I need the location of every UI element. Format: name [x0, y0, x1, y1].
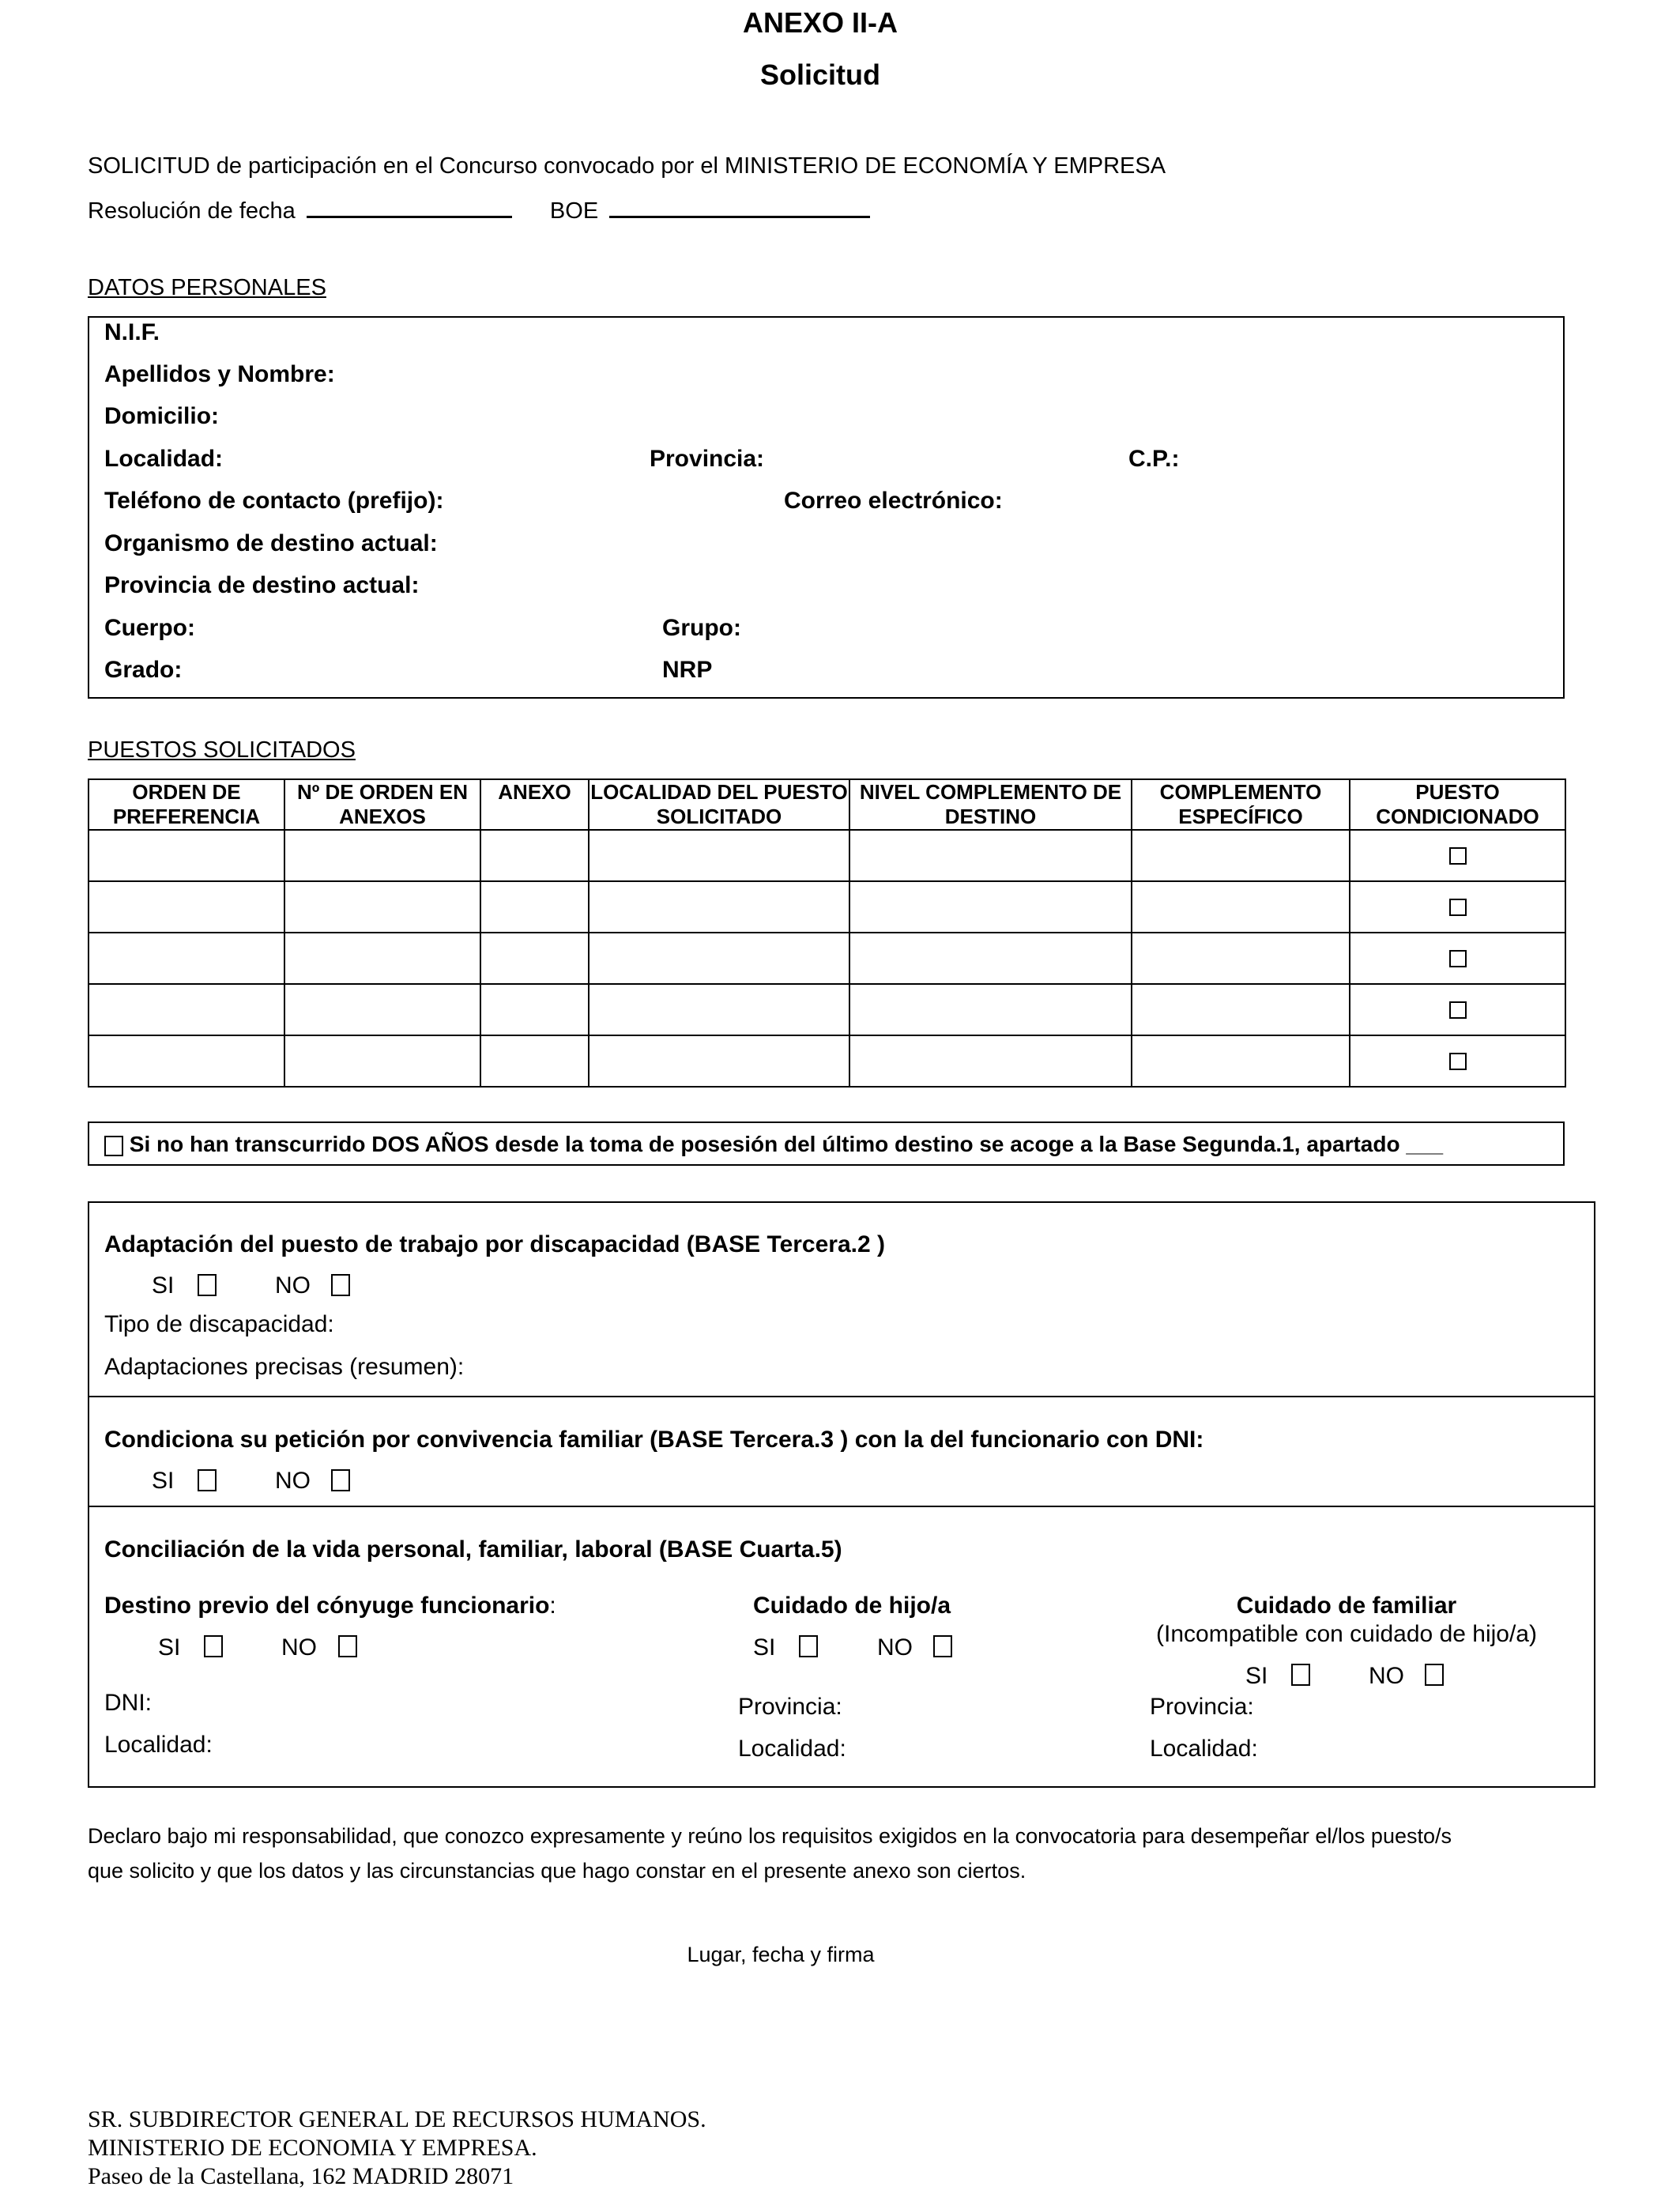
postal-code-label: C.P.: — [1128, 446, 1180, 472]
family-no-label: NO — [1369, 1663, 1404, 1689]
name-label: Apellidos y Nombre: — [104, 361, 335, 387]
spouse-si-label: SI — [158, 1634, 181, 1661]
child-no-checkbox[interactable] — [933, 1635, 952, 1657]
footer-line: Paseo de la Castellana, 162 MADRID 28071 — [88, 2163, 514, 2189]
resolution-line — [88, 195, 870, 224]
table-cell[interactable] — [849, 984, 1132, 1035]
conditioned-cell — [1350, 830, 1565, 881]
table-cell[interactable] — [89, 830, 284, 881]
nif-label: N.I.F. — [104, 319, 160, 345]
table-cell[interactable] — [284, 881, 480, 933]
adaptation-no-checkbox[interactable] — [331, 1274, 350, 1296]
child-locality-label: Localidad: — [738, 1736, 846, 1762]
adaptation-no-label: NO — [275, 1272, 311, 1299]
resolution-label: Resolución de fecha — [88, 198, 296, 224]
signature-label: Lugar, fecha y firma — [687, 1943, 875, 1966]
table-cell[interactable] — [284, 933, 480, 984]
table-cell[interactable] — [89, 881, 284, 933]
declaration-line: Declaro bajo mi responsabilidad, que conozco expresamente y reúno los requisitos exigidos en la convocatoria para desempeñar el/los puesto/s — [88, 1824, 1452, 1848]
table-row — [89, 830, 1565, 881]
address-label: Domicilio: — [104, 403, 220, 429]
family-si-checkbox[interactable] — [1291, 1664, 1310, 1686]
family-care-title: Cuidado de familiar — [1236, 1593, 1457, 1619]
cohabitation-title: Condiciona su petición por convivencia familiar (BASE Tercera.3 ) con la del funcionario con DNI: — [104, 1427, 1204, 1453]
adaptation-si-label: SI — [152, 1272, 175, 1299]
conditioned-cell — [1350, 1035, 1565, 1087]
col-header: COMPLEMENTO ESPECÍFICO — [1132, 779, 1350, 830]
child-care-title: Cuidado de hijo/a — [753, 1593, 951, 1619]
col-header: Nº DE ORDEN EN ANEXOS — [284, 779, 480, 830]
table-cell[interactable] — [89, 1035, 284, 1087]
family-care-note: (Incompatible con cuidado de hijo/a) — [1156, 1621, 1537, 1647]
table-cell[interactable] — [480, 881, 589, 933]
table-cell[interactable] — [1132, 984, 1350, 1035]
declaration-text — [88, 1819, 1452, 1888]
two-years-checkbox[interactable] — [104, 1136, 123, 1156]
table-cell[interactable] — [284, 984, 480, 1035]
table-cell[interactable] — [1132, 881, 1350, 933]
adaptations-summary-label: Adaptaciones precisas (resumen): — [104, 1354, 465, 1380]
table-cell[interactable] — [589, 984, 849, 1035]
child-no-label: NO — [877, 1634, 913, 1661]
cohabitation-no-checkbox[interactable] — [331, 1469, 350, 1491]
table-cell[interactable] — [480, 830, 589, 881]
family-no-checkbox[interactable] — [1425, 1664, 1444, 1686]
personal-data-heading: DATOS PERSONALES — [88, 275, 326, 300]
group-label: Grupo: — [662, 615, 741, 641]
spouse-dni-label: DNI: — [104, 1690, 152, 1716]
page-subtitle: Solicitud — [760, 58, 880, 91]
positions-table — [88, 778, 1566, 1088]
family-si-label: SI — [1245, 1663, 1268, 1689]
cohabitation-no-label: NO — [275, 1468, 311, 1494]
adaptation-si-checkbox[interactable] — [198, 1274, 217, 1296]
table-cell[interactable] — [1132, 933, 1350, 984]
cohabitation-si-label: SI — [152, 1468, 175, 1494]
spouse-no-checkbox[interactable] — [338, 1635, 357, 1657]
nrp-label: NRP — [662, 657, 713, 683]
table-cell[interactable] — [1132, 830, 1350, 881]
table-cell[interactable] — [589, 933, 849, 984]
table-cell[interactable] — [589, 881, 849, 933]
spouse-si-checkbox[interactable] — [204, 1635, 223, 1657]
table-row — [89, 984, 1565, 1035]
table-row — [89, 1035, 1565, 1087]
spouse-title-row — [104, 1593, 556, 1619]
conditioned-checkbox[interactable] — [1449, 847, 1467, 865]
table-cell[interactable] — [284, 830, 480, 881]
footer-address — [88, 2105, 706, 2191]
table-cell[interactable] — [589, 830, 849, 881]
table-row — [89, 881, 1565, 933]
boe-field[interactable] — [609, 195, 870, 218]
spouse-locality-label: Localidad: — [104, 1732, 213, 1758]
adaptation-title: Adaptación del puesto de trabajo por discapacidad (BASE Tercera.2 ) — [104, 1231, 886, 1257]
table-cell[interactable] — [284, 1035, 480, 1087]
family-locality-label: Localidad: — [1150, 1736, 1258, 1762]
table-cell[interactable] — [89, 933, 284, 984]
two-years-row — [104, 1132, 1443, 1157]
section-divider — [88, 1396, 1594, 1397]
spouse-title: Destino previo del cónyuge funcionario — [104, 1593, 550, 1619]
table-cell[interactable] — [849, 830, 1132, 881]
intro-line: SOLICITUD de participación en el Concurso convocado por el MINISTERIO DE ECONOMÍA Y EMPRESA — [88, 153, 1166, 179]
conditioned-cell — [1350, 984, 1565, 1035]
child-si-checkbox[interactable] — [799, 1635, 818, 1657]
conditioned-checkbox[interactable] — [1449, 1001, 1467, 1019]
col-header: LOCALIDAD DEL PUESTO SOLICITADO — [589, 779, 849, 830]
child-province-label: Provincia: — [738, 1694, 842, 1720]
resolution-date-field[interactable] — [307, 195, 512, 218]
spouse-colon: : — [549, 1593, 556, 1619]
table-cell[interactable] — [480, 933, 589, 984]
col-header: NIVEL COMPLEMENTO DE DESTINO — [849, 779, 1132, 830]
spouse-no-label: NO — [281, 1634, 317, 1661]
col-header: ANEXO — [480, 779, 589, 830]
cohabitation-si-checkbox[interactable] — [198, 1469, 217, 1491]
family-province-label: Provincia: — [1150, 1694, 1254, 1720]
footer-line: MINISTERIO DE ECONOMIA Y EMPRESA. — [88, 2135, 537, 2161]
email-label: Correo electrónico: — [784, 488, 1003, 514]
col-header: PUESTO CONDICIONADO — [1350, 779, 1565, 830]
conditioned-checkbox[interactable] — [1449, 899, 1467, 916]
table-row — [89, 933, 1565, 984]
table-cell[interactable] — [1132, 1035, 1350, 1087]
footer-line: SR. SUBDIRECTOR GENERAL DE RECURSOS HUMANOS. — [88, 2106, 706, 2132]
table-cell[interactable] — [849, 933, 1132, 984]
declaration-line: que solicito y que los datos y las circunstancias que hago constar en el presente anexo son ciertos. — [88, 1859, 1026, 1883]
table-header-row — [89, 779, 1565, 830]
table-cell[interactable] — [480, 1035, 589, 1087]
section-divider — [88, 1506, 1594, 1507]
conditioned-cell — [1350, 881, 1565, 933]
positions-heading: PUESTOS SOLICITADOS — [88, 737, 356, 763]
province-label: Provincia: — [650, 446, 765, 472]
destination-province-label: Provincia de destino actual: — [104, 572, 420, 598]
table-cell[interactable] — [89, 984, 284, 1035]
table-cell[interactable] — [589, 1035, 849, 1087]
col-header: ORDEN DE PREFERENCIA — [89, 779, 284, 830]
organism-label: Organismo de destino actual: — [104, 530, 438, 556]
child-si-label: SI — [753, 1634, 776, 1661]
locality-label: Localidad: — [104, 446, 224, 472]
grade-label: Grado: — [104, 657, 183, 683]
two-years-text: Si no han transcurrido DOS AÑOS desde la toma de posesión del último destino se acoge a la Base Segunda.1, apartado ___ — [129, 1132, 1444, 1156]
boe-label: BOE — [549, 198, 599, 224]
conciliation-title: Conciliación de la vida personal, familiar, laboral (BASE Cuarta.5) — [104, 1536, 842, 1563]
body-label: Cuerpo: — [104, 615, 195, 641]
annex-title: ANEXO II-A — [742, 6, 898, 39]
conditioned-cell — [1350, 933, 1565, 984]
phone-label: Teléfono de contacto (prefijo): — [104, 488, 444, 514]
table-cell[interactable] — [849, 881, 1132, 933]
conditioned-checkbox[interactable] — [1449, 950, 1467, 967]
conditioned-checkbox[interactable] — [1449, 1053, 1467, 1070]
disability-type-label: Tipo de discapacidad: — [104, 1311, 334, 1337]
table-cell[interactable] — [849, 1035, 1132, 1087]
table-cell[interactable] — [480, 984, 589, 1035]
